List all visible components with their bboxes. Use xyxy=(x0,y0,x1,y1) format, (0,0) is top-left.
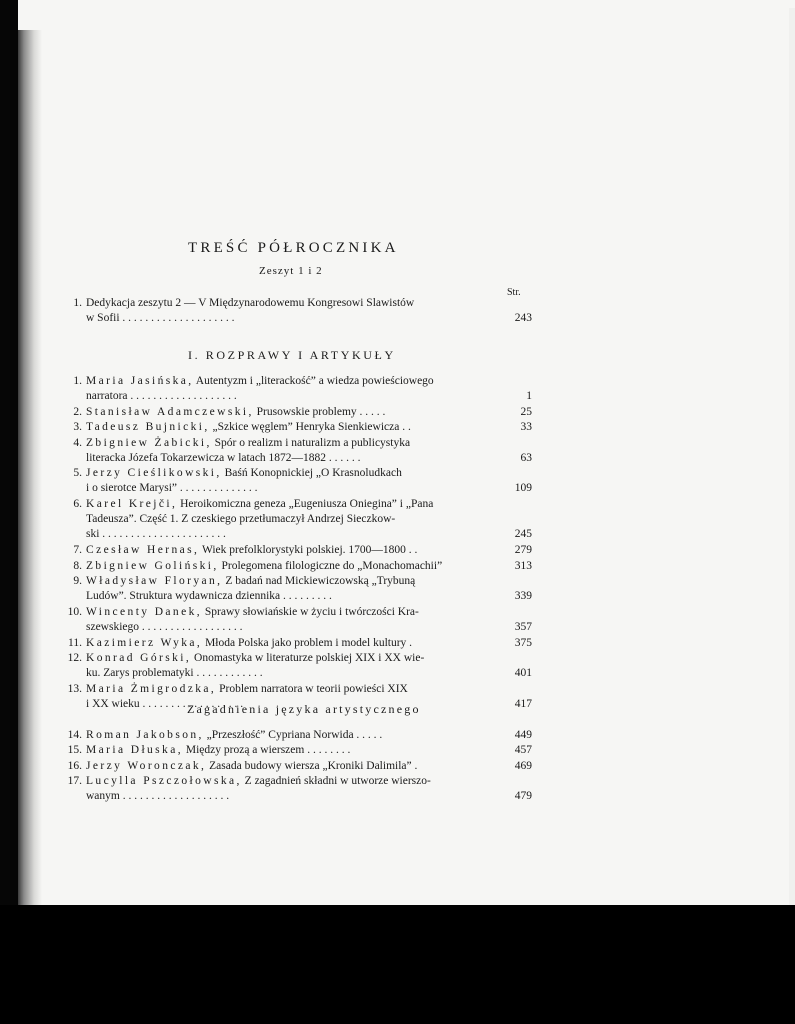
entry-page-number: 417 xyxy=(514,698,532,710)
entry-text-continued: w Sofii . . . . . . . . . . . . . . . . . . . . xyxy=(86,312,235,324)
entry-title-continued: Ludów”. Struktura wydawnicza dziennika . . . . . . . . . xyxy=(86,590,332,603)
entry-title: Młoda Polska jako problem i model kultury . xyxy=(205,636,413,649)
entry-first-line xyxy=(86,374,504,389)
scan-bottom-border xyxy=(0,905,795,1024)
entry-title: „Szkice węglem” Henryka Sienkiewicza . . xyxy=(212,421,411,434)
entry-first-line xyxy=(86,436,504,451)
entry-title: Z badań nad Mickiewiczowską „Trybuną xyxy=(225,575,416,588)
entry-number: 4. xyxy=(73,436,82,449)
entry-first-line xyxy=(86,743,504,758)
entry-title-continued: literacka Józefa Tokarzewicza w latach 1872—1882 . . . . . . xyxy=(86,451,361,464)
entry-number: 16. xyxy=(67,759,82,772)
entry-author: Maria Jasińska, xyxy=(86,375,194,387)
entry-first-line xyxy=(86,559,504,574)
entry-first-line xyxy=(86,759,504,774)
entry-first-line xyxy=(86,497,504,512)
entry-author: Tadeusz Bujnicki, xyxy=(86,421,210,434)
entry-author: Jerzy Woronczak, xyxy=(86,759,207,772)
entry-first-line xyxy=(86,636,504,651)
entry-author: Maria Dłuska, xyxy=(86,744,183,757)
entry-number: 9. xyxy=(73,575,82,588)
entry-first-line xyxy=(86,466,504,481)
section-heading-language: Zagadnienia języka artystycznego xyxy=(187,702,421,716)
entry-author: Czesław Hernas, xyxy=(86,544,200,557)
entry-page-number: 245 xyxy=(514,528,532,541)
entry-author: Jerzy Cieślikowski, xyxy=(86,467,222,480)
scan-left-border xyxy=(0,0,18,1024)
entry-first-line xyxy=(86,651,504,666)
entry-title-continued: Tadeusza”. Część 1. Z czeskiego przetłumaczył Andrzej Sieczkow- xyxy=(86,513,396,526)
entry-title: Zasada budowy wiersza „Kroniki Dalimila” . xyxy=(209,759,418,772)
entry-number: 11. xyxy=(68,636,82,649)
entry-first-line xyxy=(86,682,504,697)
entry-author: Kazimierz Wyka, xyxy=(86,636,203,649)
page-column-label: Str. xyxy=(507,287,521,298)
entry-title: Baśń Konopnickiej „O Krasnoludkach xyxy=(224,467,402,480)
entry-first-line xyxy=(86,420,504,435)
page-title: TREŚĆ PÓŁROCZNIKA xyxy=(188,240,399,256)
entry-number: 2. xyxy=(73,405,82,418)
entry-page-number: 313 xyxy=(514,559,532,572)
entry-first-line xyxy=(86,574,504,589)
entry-page-number: 469 xyxy=(514,759,532,772)
entry-title: Heroikomiczna geneza „Eugeniusza Oniegina” i „Pana xyxy=(180,498,434,511)
entry-title: Spór o realizm i naturalizm a publicystyka xyxy=(214,436,411,449)
entry-author: Lucylla Pszczołowska, xyxy=(86,775,242,788)
entry-first-line xyxy=(86,774,504,789)
entry-page-number: 33 xyxy=(520,421,532,434)
entry-number: 10. xyxy=(67,606,82,618)
entry-number: 17. xyxy=(67,775,82,788)
entry-author: Konrad Górski, xyxy=(86,652,192,665)
entry-title-continued: szewskiego . . . . . . . . . . . . . . . . . . xyxy=(86,621,243,633)
entry-page-number: 279 xyxy=(514,544,532,557)
entry-title: Autentyzm i „literackość” a wiedza powieściowego xyxy=(195,375,434,387)
entry-title: Z zagadnień składni w utworze wierszo- xyxy=(244,775,431,788)
entry-title-continued: narratora . . . . . . . . . . . . . . . . . . . xyxy=(86,390,237,402)
entry-page-number: 357 xyxy=(514,621,532,633)
entry-title: Sprawy słowiańskie w życiu i twórczości Kra- xyxy=(204,606,419,618)
entry-page-number: 25 xyxy=(520,405,532,418)
entry-title: Wiek prefolklorystyki polskiej. 1700—1800 . . xyxy=(201,544,418,557)
entry-title: Prolegomena filologiczne do „Monachomachii” xyxy=(221,559,443,572)
entry-number: 1. xyxy=(73,297,82,309)
entry-author: Karel Krejči, xyxy=(86,498,178,511)
entry-title-continued: i XX wieku . . . . . . . . . . . . . . . . . . xyxy=(86,698,244,710)
entry-title: Problem narratora w teorii powieści XIX xyxy=(219,683,408,695)
entry-number: 15. xyxy=(67,744,82,757)
entry-page-number: 63 xyxy=(520,451,532,464)
entry-page-number: 479 xyxy=(514,790,532,803)
entry-number: 12. xyxy=(67,652,82,665)
section-heading-articles: I. ROZPRAWY I ARTYKUŁY xyxy=(188,348,396,362)
entry-page-number: 243 xyxy=(514,312,532,324)
entry-title: Onomastyka w literaturze polskiej XIX i XX wie- xyxy=(194,652,425,665)
entry-number: 5. xyxy=(73,467,82,480)
issue-subtitle: Zeszyt 1 i 2 xyxy=(259,265,323,277)
entry-title: Między prozą a wierszem . . . . . . . . xyxy=(185,744,351,757)
entry-number: 13. xyxy=(67,683,82,695)
entry-number: 8. xyxy=(73,559,82,572)
entry-number: 7. xyxy=(73,544,82,557)
entry-author: Roman Jakobson, xyxy=(86,729,204,741)
entry-page-number: 109 xyxy=(514,482,532,495)
entry-author: Zbigniew Goliński, xyxy=(86,559,219,572)
entry-page-number: 339 xyxy=(514,590,532,603)
entry-first-line xyxy=(86,405,504,420)
entry-title-continued: ski . . . . . . . . . . . . . . . . . . . . . . xyxy=(86,528,226,541)
entry-number: 6. xyxy=(73,498,82,511)
entry-number: 1. xyxy=(73,375,82,387)
entry-author: Maria Żmigrodzka, xyxy=(86,683,217,695)
entry-author: Władysław Floryan, xyxy=(86,575,223,588)
entry-first-line xyxy=(86,728,504,743)
entry-page-number: 401 xyxy=(514,667,532,680)
entry-author: Stanisław Adamczewski, xyxy=(86,405,254,418)
entry-title-continued: i o sierotce Marysi” . . . . . . . . . . . . . . xyxy=(86,482,258,495)
entry-author: Zbigniew Żabicki, xyxy=(86,436,212,449)
entry-title: „Przeszłość” Cypriana Norwida . . . . . xyxy=(206,729,383,741)
entry-first-line xyxy=(86,605,504,620)
entry-author: Wincenty Danek, xyxy=(86,606,203,618)
entry-page-number: 457 xyxy=(514,744,532,757)
entry-title: Prusowskie problemy . . . . . xyxy=(256,405,386,418)
entry-page-number: 449 xyxy=(514,729,532,741)
entry-title-continued: ku. Zarys problematyki . . . . . . . . . . . . xyxy=(86,667,263,680)
entry-page-number: 375 xyxy=(514,636,532,649)
scan-right-edge xyxy=(789,8,795,905)
entry-number: 14. xyxy=(67,729,82,741)
entry-first-line xyxy=(86,543,504,558)
entry-text: Dedykacja zeszytu 2 — V Międzynarodowemu Kongresowi Slawistów xyxy=(86,297,415,309)
entry-page-number: 1 xyxy=(526,390,532,402)
entry-number: 3. xyxy=(73,421,82,434)
book-binding-shadow xyxy=(18,30,42,905)
entry-title-continued: wanym . . . . . . . . . . . . . . . . . . . xyxy=(86,790,230,803)
